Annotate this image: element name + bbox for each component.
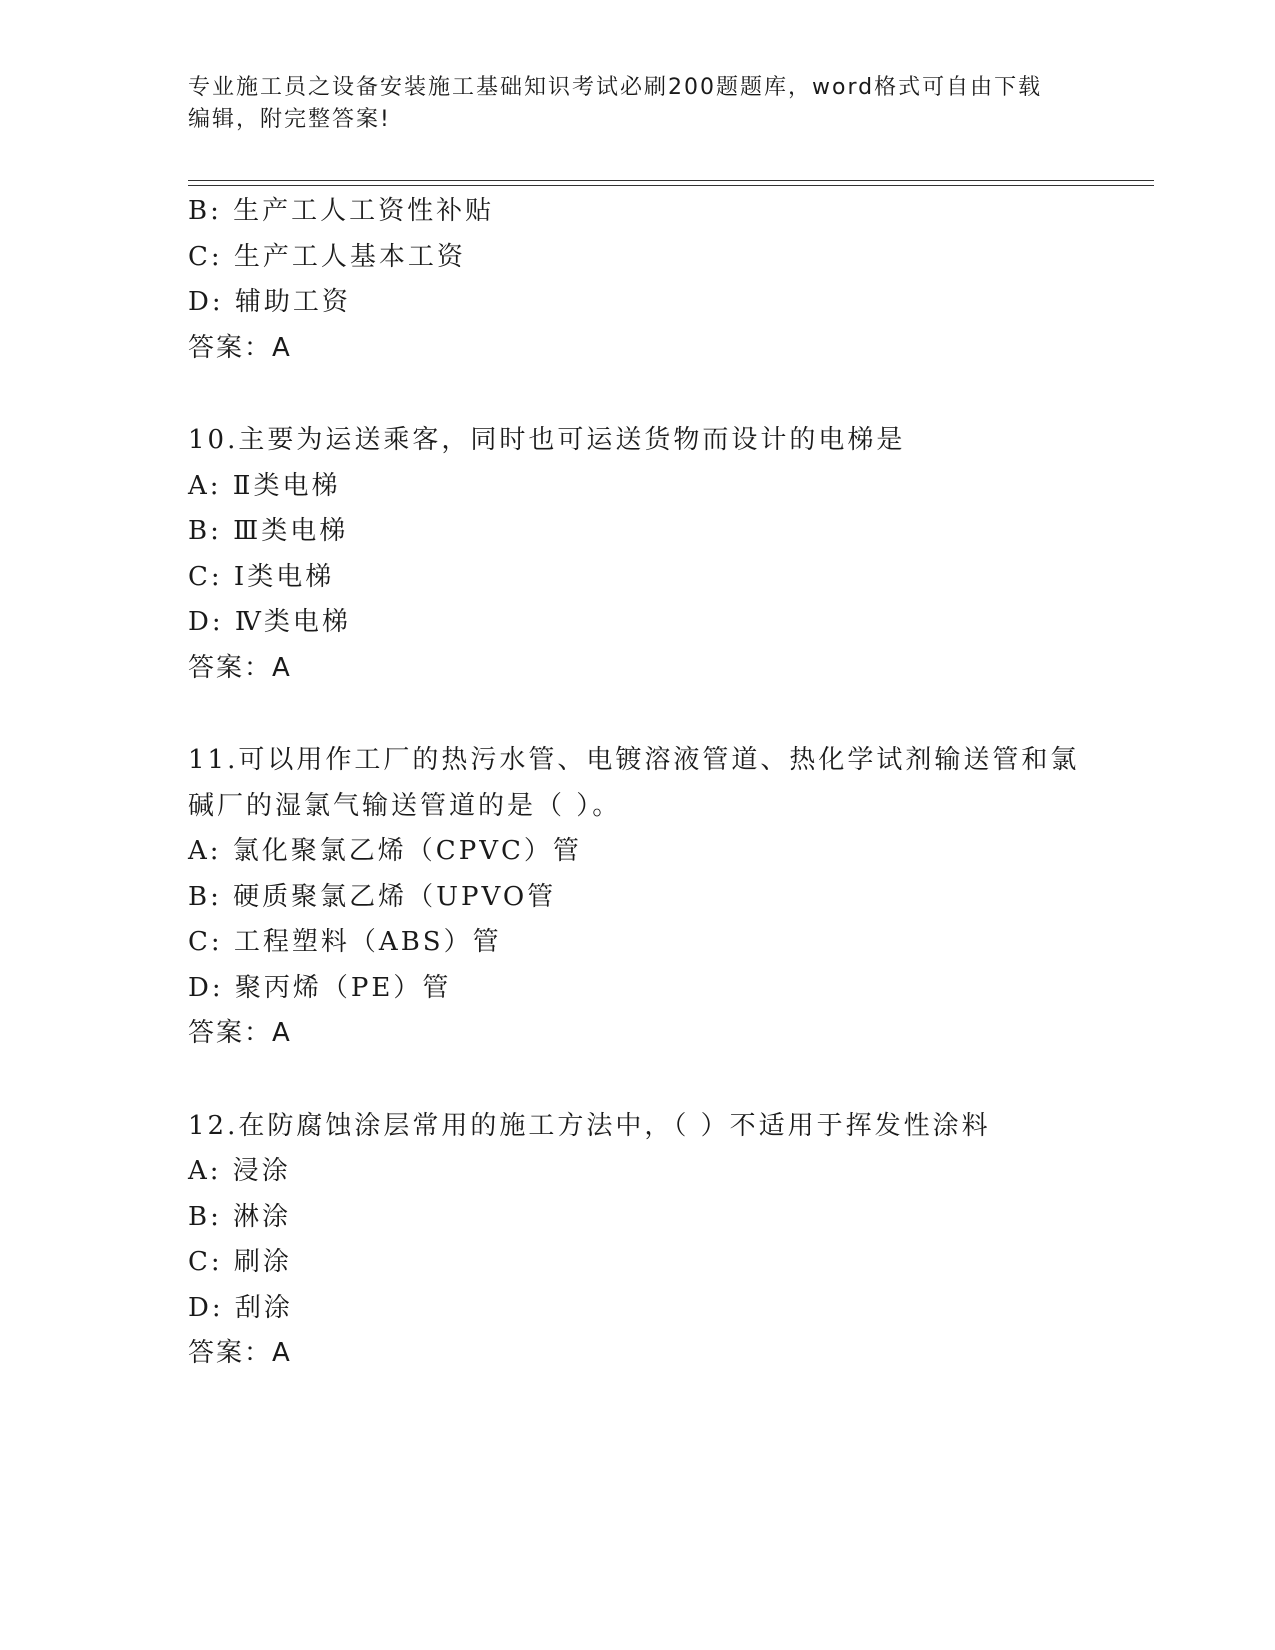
question-10: [188, 418, 1088, 691]
option-c: C: Ⅰ类电梯: [188, 561, 335, 592]
option-a: A: 氯化聚氯乙烯（CPVC）管: [188, 836, 582, 866]
answer-line: 答案：A: [188, 652, 292, 683]
question-stem: 12.在防腐蚀涂层常用的施工方法中，（ ）不适用于挥发性涂料: [188, 1110, 991, 1141]
page-header: [188, 72, 1068, 136]
header-title-line-2: 编辑，附完整答案!: [188, 107, 391, 132]
header-title-line-1: 专业施工员之设备安装施工基础知识考试必刷200题题库，word格式可自由下载: [188, 75, 1043, 100]
option-a: A: 浸涂: [188, 1156, 291, 1186]
option-b: B: 硬质聚氯乙烯（UPVO管: [188, 881, 557, 912]
question-12: [188, 1104, 1088, 1377]
option-d: D: Ⅳ类电梯: [188, 607, 351, 637]
header-divider: [188, 180, 1154, 186]
question-stem-line-2: 碱厂的湿氯气输送管道的是（ ）。: [188, 790, 622, 821]
question-stem-line-1: 11.可以用作工厂的热污水管、电镀溶液管道、热化学试剂输送管和氯: [188, 745, 1080, 775]
option-c: C: 生产工人基本工资: [188, 241, 466, 272]
option-a: A: Ⅱ类电梯: [188, 470, 341, 501]
option-b: B: 淋涂: [188, 1201, 292, 1232]
question-11: [188, 738, 1088, 1057]
partial-question: [188, 189, 1088, 371]
option-b: B: 生产工人工资性补贴: [188, 196, 495, 226]
question-stem: 10.主要为运送乘客，同时也可运送货物而设计的电梯是: [188, 425, 906, 455]
option-d: D: 刮涂: [188, 1292, 293, 1323]
option-b: B: Ⅲ类电梯: [188, 516, 349, 546]
answer-line: 答案：A: [188, 1018, 292, 1048]
answer-line: 答案：A: [188, 1338, 292, 1368]
answer-line: 答案：A: [188, 332, 292, 363]
option-d: D: 辅助工资: [188, 287, 351, 317]
option-c: C: 工程塑料（ABS）管: [188, 927, 502, 957]
document-body: [188, 189, 1088, 1377]
option-c: C: 刷涂: [188, 1247, 292, 1277]
option-d: D: 聚丙烯（PE）管: [188, 972, 452, 1003]
